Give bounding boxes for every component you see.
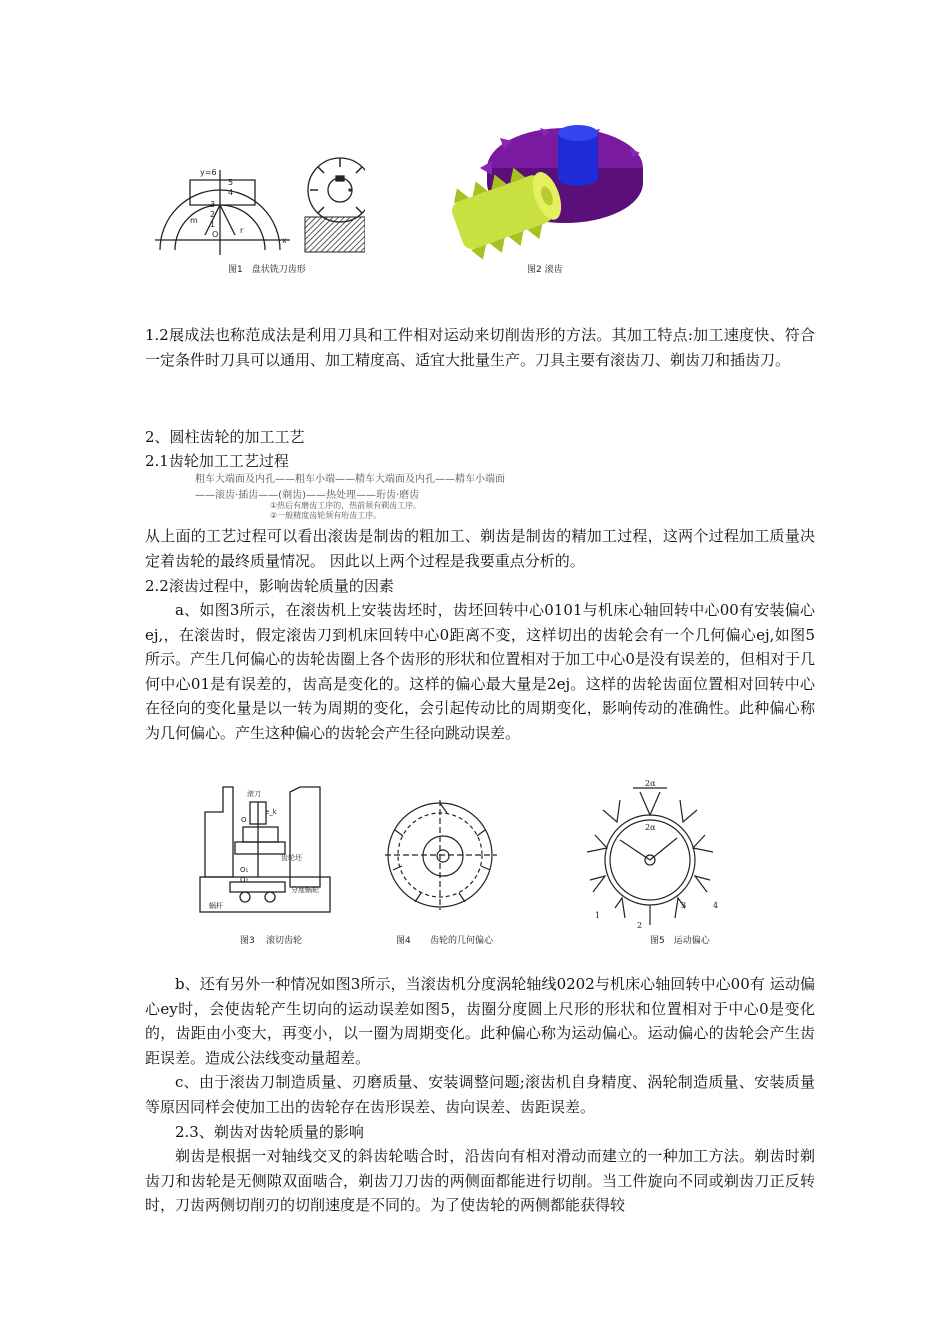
fig3-label-blank: 齿轮坯 bbox=[281, 854, 302, 862]
fig1-label: 4 bbox=[228, 188, 234, 197]
figure-2-hobbing bbox=[440, 123, 645, 263]
fig1-label: O bbox=[212, 230, 219, 239]
fig3-label: O bbox=[241, 816, 247, 824]
paragraph-shaving: 剃齿是根据一对轴线交叉的斜齿轮啮合时，沿齿向有相对滑动而建立的一种加工方法。剃齿时剃齿刀和齿轮是无侧隙双面啮合，剃齿刀刀齿的两侧面都能进行切削。当工件旋向不同或剃齿刀正反转时，刀齿两侧切削刃的切削速度是不同的。为了使齿轮的两侧都能获得较 bbox=[145, 1147, 815, 1214]
fig3-label: e_k bbox=[265, 808, 277, 816]
figure-3-hobbing-machine bbox=[195, 782, 345, 922]
fig3-label-hob: 滚刀 bbox=[247, 790, 261, 798]
fig1-label: y=6 bbox=[200, 168, 217, 177]
fig5-label: 1 bbox=[595, 911, 601, 920]
process-note-1: ①热后有磨齿工序的，热前须有剃齿工序。 bbox=[270, 501, 422, 510]
figure-5-kinematic-eccentricity bbox=[585, 780, 725, 930]
figure-1-caption: 图1 盘状铣刀齿形 bbox=[228, 265, 306, 275]
fig3-label: O₁ bbox=[240, 866, 249, 874]
fig1-label: 3 bbox=[210, 200, 216, 209]
fig5-label: 2α bbox=[645, 823, 656, 832]
fig1-label: m bbox=[190, 216, 198, 225]
paragraph-1-2: 1.2展成法也称范成法是利用刀具和工件相对运动来切削齿形的方法。其加工特点:加工速度快、符合一定条件时刀具可以通用、加工精度高、适宜大批量生产。刀具主要有滚齿刀、剃齿刀和插齿刀。 bbox=[145, 326, 815, 369]
figure-1-milling-cutter bbox=[150, 145, 365, 260]
fig1-label: 2 bbox=[210, 210, 216, 219]
process-line-2: ——滚齿·插齿——(剃齿)——热处理——珩齿·磨齿 bbox=[195, 490, 420, 501]
paragraph-b-kinematic-eccentricity: b、还有另外一种情况如图3所示，当滚齿机分度涡轮轴线0202与机床心轴回转中心00有 运动偏心ey时，会使齿轮产生切向的运动误差如图5，齿圈分度圆上尺形的形状和位置相对于中心0是变化的，齿距由小变大，再变小，以一圈为周期变化。此种偏心称为运动偏心。运动偏心的齿轮会产生齿距误差。造成公法线变动量超差。 bbox=[145, 975, 815, 1067]
process-line-1: 粗车大端面及内孔——粗车小端——精车大端面及内孔——精车小端面 bbox=[195, 474, 505, 485]
paragraph-a-geometric-eccentricity: a、如图3所示，在滚齿机上安装齿坯时，齿坯回转中心0101与机床心轴回转中心00有安装偏心ej,，在滚齿时，假定滚齿刀到机床回转中心0距离不变，这样切出的齿轮会有一个几何偏心ej,如图5所示。产生几何偏心的齿轮齿圈上各个齿形的形状和位置相对于加工中心0是没有误差的，但相对于几何中心01是有误差的，齿高是变化的。这样的偏心最大量是2ej。这样的齿轮齿面位置相对回转中心在径向的变化量是以一转为周期的变化，会引起传动比的周期变化，影响传动的准确性。此种偏心称为几何偏心。产生这种偏心的齿轮会产生径向跳动误差。 bbox=[145, 601, 815, 742]
section-heading-2-1: 2.1齿轮加工工艺过程 bbox=[145, 452, 289, 470]
fig1-label: r bbox=[240, 226, 244, 235]
figure-3-number: 图3 bbox=[240, 936, 255, 946]
process-note-2: ②一般精度齿轮须有珩齿工序。 bbox=[270, 511, 382, 520]
fig5-label: 4 bbox=[713, 901, 719, 910]
fig5-label: 2 bbox=[637, 921, 643, 930]
figure-3-caption: 滚切齿轮 bbox=[266, 936, 303, 946]
figure-2-caption: 图2 滚齿 bbox=[527, 265, 563, 275]
fig1-label: 1 bbox=[210, 220, 216, 229]
fig1-label: x bbox=[282, 236, 287, 245]
fig5-label: 2α bbox=[645, 780, 656, 788]
figure-4-caption: 齿轮的几何偏心 bbox=[430, 936, 494, 946]
fig3-label-worm-wheel: 分度蜗轮 bbox=[291, 886, 319, 894]
figure-4-geometric-eccentricity bbox=[385, 790, 500, 920]
fig3-label: O₂ bbox=[240, 876, 249, 884]
fig1-label: 5 bbox=[228, 178, 234, 187]
section-heading-2-2: 2.2滚齿过程中，影响齿轮质量的因素 bbox=[145, 577, 394, 595]
figure-5-caption: 图5 运动偏心 bbox=[650, 936, 710, 946]
section-heading-2-3: 2.3、剃齿对齿轮质量的影响 bbox=[175, 1123, 364, 1141]
paragraph-c-other-errors: c、由于滚齿刀制造质量、刃磨质量、安装调整问题;滚齿机自身精度、涡轮制造质量、安装质量等原因同样会使加工出的齿轮存在齿形误差、齿向误差、齿距误差。 bbox=[145, 1073, 815, 1116]
process-flow-image bbox=[195, 470, 830, 522]
fig5-label: 3 bbox=[681, 901, 687, 910]
fig3-label-worm: 蜗杆 bbox=[209, 902, 223, 910]
paragraph-process-summary: 从上面的工艺过程可以看出滚齿是制齿的粗加工、剃齿是制齿的精加工过程，这两个过程加工质量决定着齿轮的最终质量情况。 因此以上两个过程是我要重点分析的。 bbox=[145, 527, 815, 570]
section-heading-2: 2、圆柱齿轮的加工工艺 bbox=[145, 428, 305, 446]
figure-4-number: 图4 bbox=[396, 936, 411, 946]
